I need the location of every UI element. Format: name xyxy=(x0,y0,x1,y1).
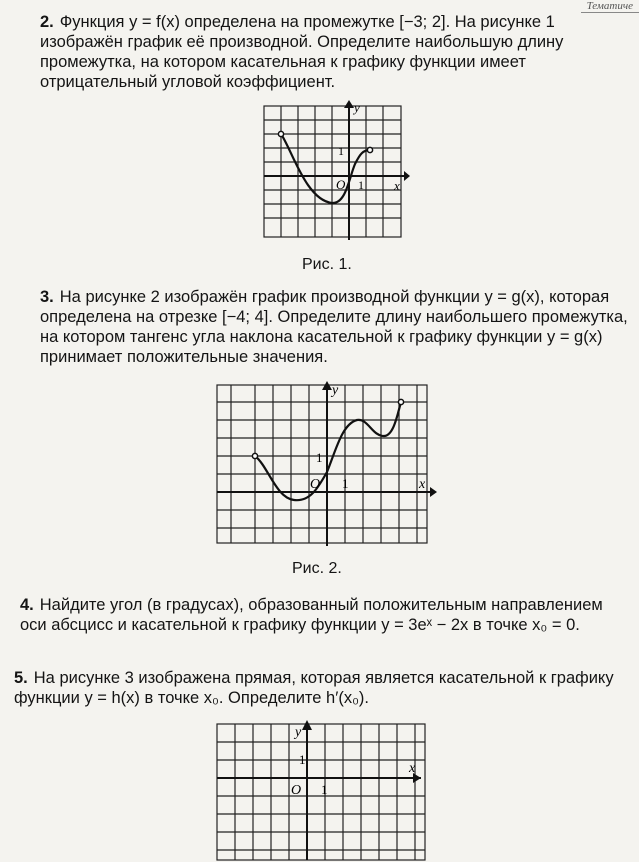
problem-text: На рисунке 3 изображена прямая, которая является касательной к графику функции y = h(x) в точке x₀. Определите h′(x₀). xyxy=(14,669,614,707)
y-one-label: 1 xyxy=(299,752,306,767)
problem-text: Функция y = f(x) определена на промежутке [−3; 2]. На рисунке 1 изображён график её производной. Определите наибольшую длину промежутка, на котором касательная к графику функции имеет отрицательный угловой коэффициент. xyxy=(40,13,564,91)
x-label: x xyxy=(419,477,426,492)
problem-number: 3. xyxy=(40,288,54,306)
figure-1 xyxy=(262,100,412,245)
figure-3 xyxy=(215,718,435,862)
y-label: y xyxy=(332,383,339,398)
problem-2 xyxy=(40,12,633,92)
figure-2 xyxy=(212,380,442,550)
problem-number: 2. xyxy=(40,13,54,31)
problem-text: На рисунке 2 изображён график производной функции y = g(x), которая определена на отрезке [−4; 4]. Определите длину наибольшего промежутка, на котором тангенс угла наклона касательной к графику функции y = g(x) принимает положительные значения. xyxy=(40,288,628,366)
derivative-curve xyxy=(281,134,370,203)
problem-number: 5. xyxy=(14,669,28,687)
running-header: Тематиче xyxy=(581,0,639,13)
x-label: x xyxy=(394,178,400,193)
problem-text: Найдите угол (в градусах), образованный положительным направлением оси абсцисс и касательной к графику функции y = 3eˣ − 2x в точке x₀ = 0. xyxy=(20,596,603,634)
figure-2-caption: Рис. 2. xyxy=(292,560,342,577)
problem-3 xyxy=(40,287,633,367)
y-label: y xyxy=(295,725,302,740)
problem-4 xyxy=(20,595,633,635)
origin-label: O xyxy=(336,177,346,192)
problem-5 xyxy=(14,668,633,708)
x-one-label: 1 xyxy=(358,178,364,192)
x-label: x xyxy=(409,761,416,776)
origin-label: O xyxy=(291,783,302,798)
figure-1-caption: Рис. 1. xyxy=(302,256,352,273)
origin-label: O xyxy=(310,477,321,492)
y-one-label: 1 xyxy=(338,144,344,158)
y-one-label: 1 xyxy=(316,450,323,465)
x-one-label: 1 xyxy=(342,476,349,491)
y-label: y xyxy=(354,100,360,115)
problem-number: 4. xyxy=(20,596,34,614)
x-one-label: 1 xyxy=(321,782,328,797)
